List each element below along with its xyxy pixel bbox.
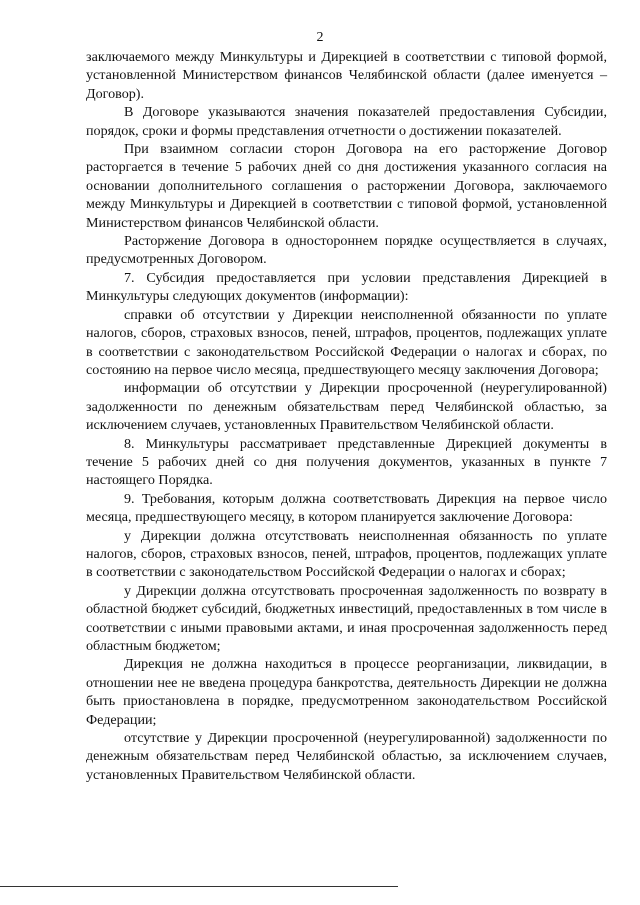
paragraph-unilateral-termination: Расторжение Договора в одностороннем порядке осуществляется в случаях, предусмотренных Договором. (86, 233, 607, 268)
paragraph-clause-9-reorganization: Дирекция не должна находиться в процессе реорганизации, ликвидации, в отношении нее не введена процедура банкротства, деятельность Дирекции не должна быть приостановлена в порядке, предусмотренном законодательством Российской Федерации; (86, 656, 607, 728)
paragraph-clause-9-obligations: отсутствие у Дирекции просроченной (неурегулированной) задолженности по денежным обязательствам перед Челябинской областью, за исключением случаев, установленных Правительством Челябинской области. (86, 730, 607, 783)
paragraph-clause-7-information: информации об отсутствии у Дирекции просроченной (неурегулированной) задолженности по денежным обязательствам перед Челябинской областью, за исключением случаев, установленных Правительством Челябинской области. (86, 380, 607, 434)
paragraph-mutual-termination: При взаимном согласии сторон Договора на его расторжение Договор расторгается в течение 5 рабочих дней со дня достижения указанного согласия на основании дополнительного соглашения о расторжении Договора, заключаемого между Минкультуры и Дирекцией в соответствии с типовой формой, установленной Министерством финансов Челябинской области. (86, 141, 607, 231)
paragraph-clause-7-certificate: справки об отсутствии у Дирекции неисполненной обязанности по уплате налогов, сборов, страховых взносов, пеней, штрафов, процентов, подлежащих уплате в соответствии с законодательством Российской Федерации о налогах и сборах, по состоянию на первое число месяца, предшествующего месяцу заключения Договора; (86, 306, 607, 378)
paragraph-agreement-indicators: В Договоре указываются значения показателей предоставления Субсидии, порядок, сроки и формы представления отчетности о достижении показателей. (86, 104, 607, 139)
footer-divider (0, 886, 398, 887)
page-number: 2 (316, 30, 324, 45)
paragraph-continuation: заключаемого между Минкультуры и Дирекцией в соответствии с типовой формой, установленной Министерством финансов Челябинской области (далее именуется – Договор). (86, 49, 607, 102)
paragraph-clause-9: 9. Требования, которым должна соответствовать Дирекция на первое число месяца, предшествующего месяцу, в котором планируется заключение Договора: (86, 490, 607, 526)
paragraph-clause-7: 7. Субсидия предоставляется при условии представления Дирекцией в Минкультуры следующих документов (информации): (86, 269, 607, 305)
paragraph-clause-9-budget-debt: у Дирекции должна отсутствовать просроченная задолженность по возврату в областной бюджет субсидий, бюджетных инвестиций, предоставленных в том числе в соответствии с иными правовыми актами, и иная просроченная задолженность перед областным бюджетом; (86, 582, 607, 654)
document-body (86, 48, 607, 784)
paragraph-clause-9-taxes: у Дирекции должна отсутствовать неисполненная обязанность по уплате налогов, сборов, страховых взносов, пеней, штрафов, процентов, подлежащих уплате в соответствии с законодательством Российской Федерации о налогах и сборах; (86, 527, 607, 581)
paragraph-clause-8: 8. Минкультуры рассматривает представленные Дирекцией документы в течение 5 рабочих дней со дня получения документов, указанных в пункте 7 настоящего Порядка. (86, 435, 607, 489)
